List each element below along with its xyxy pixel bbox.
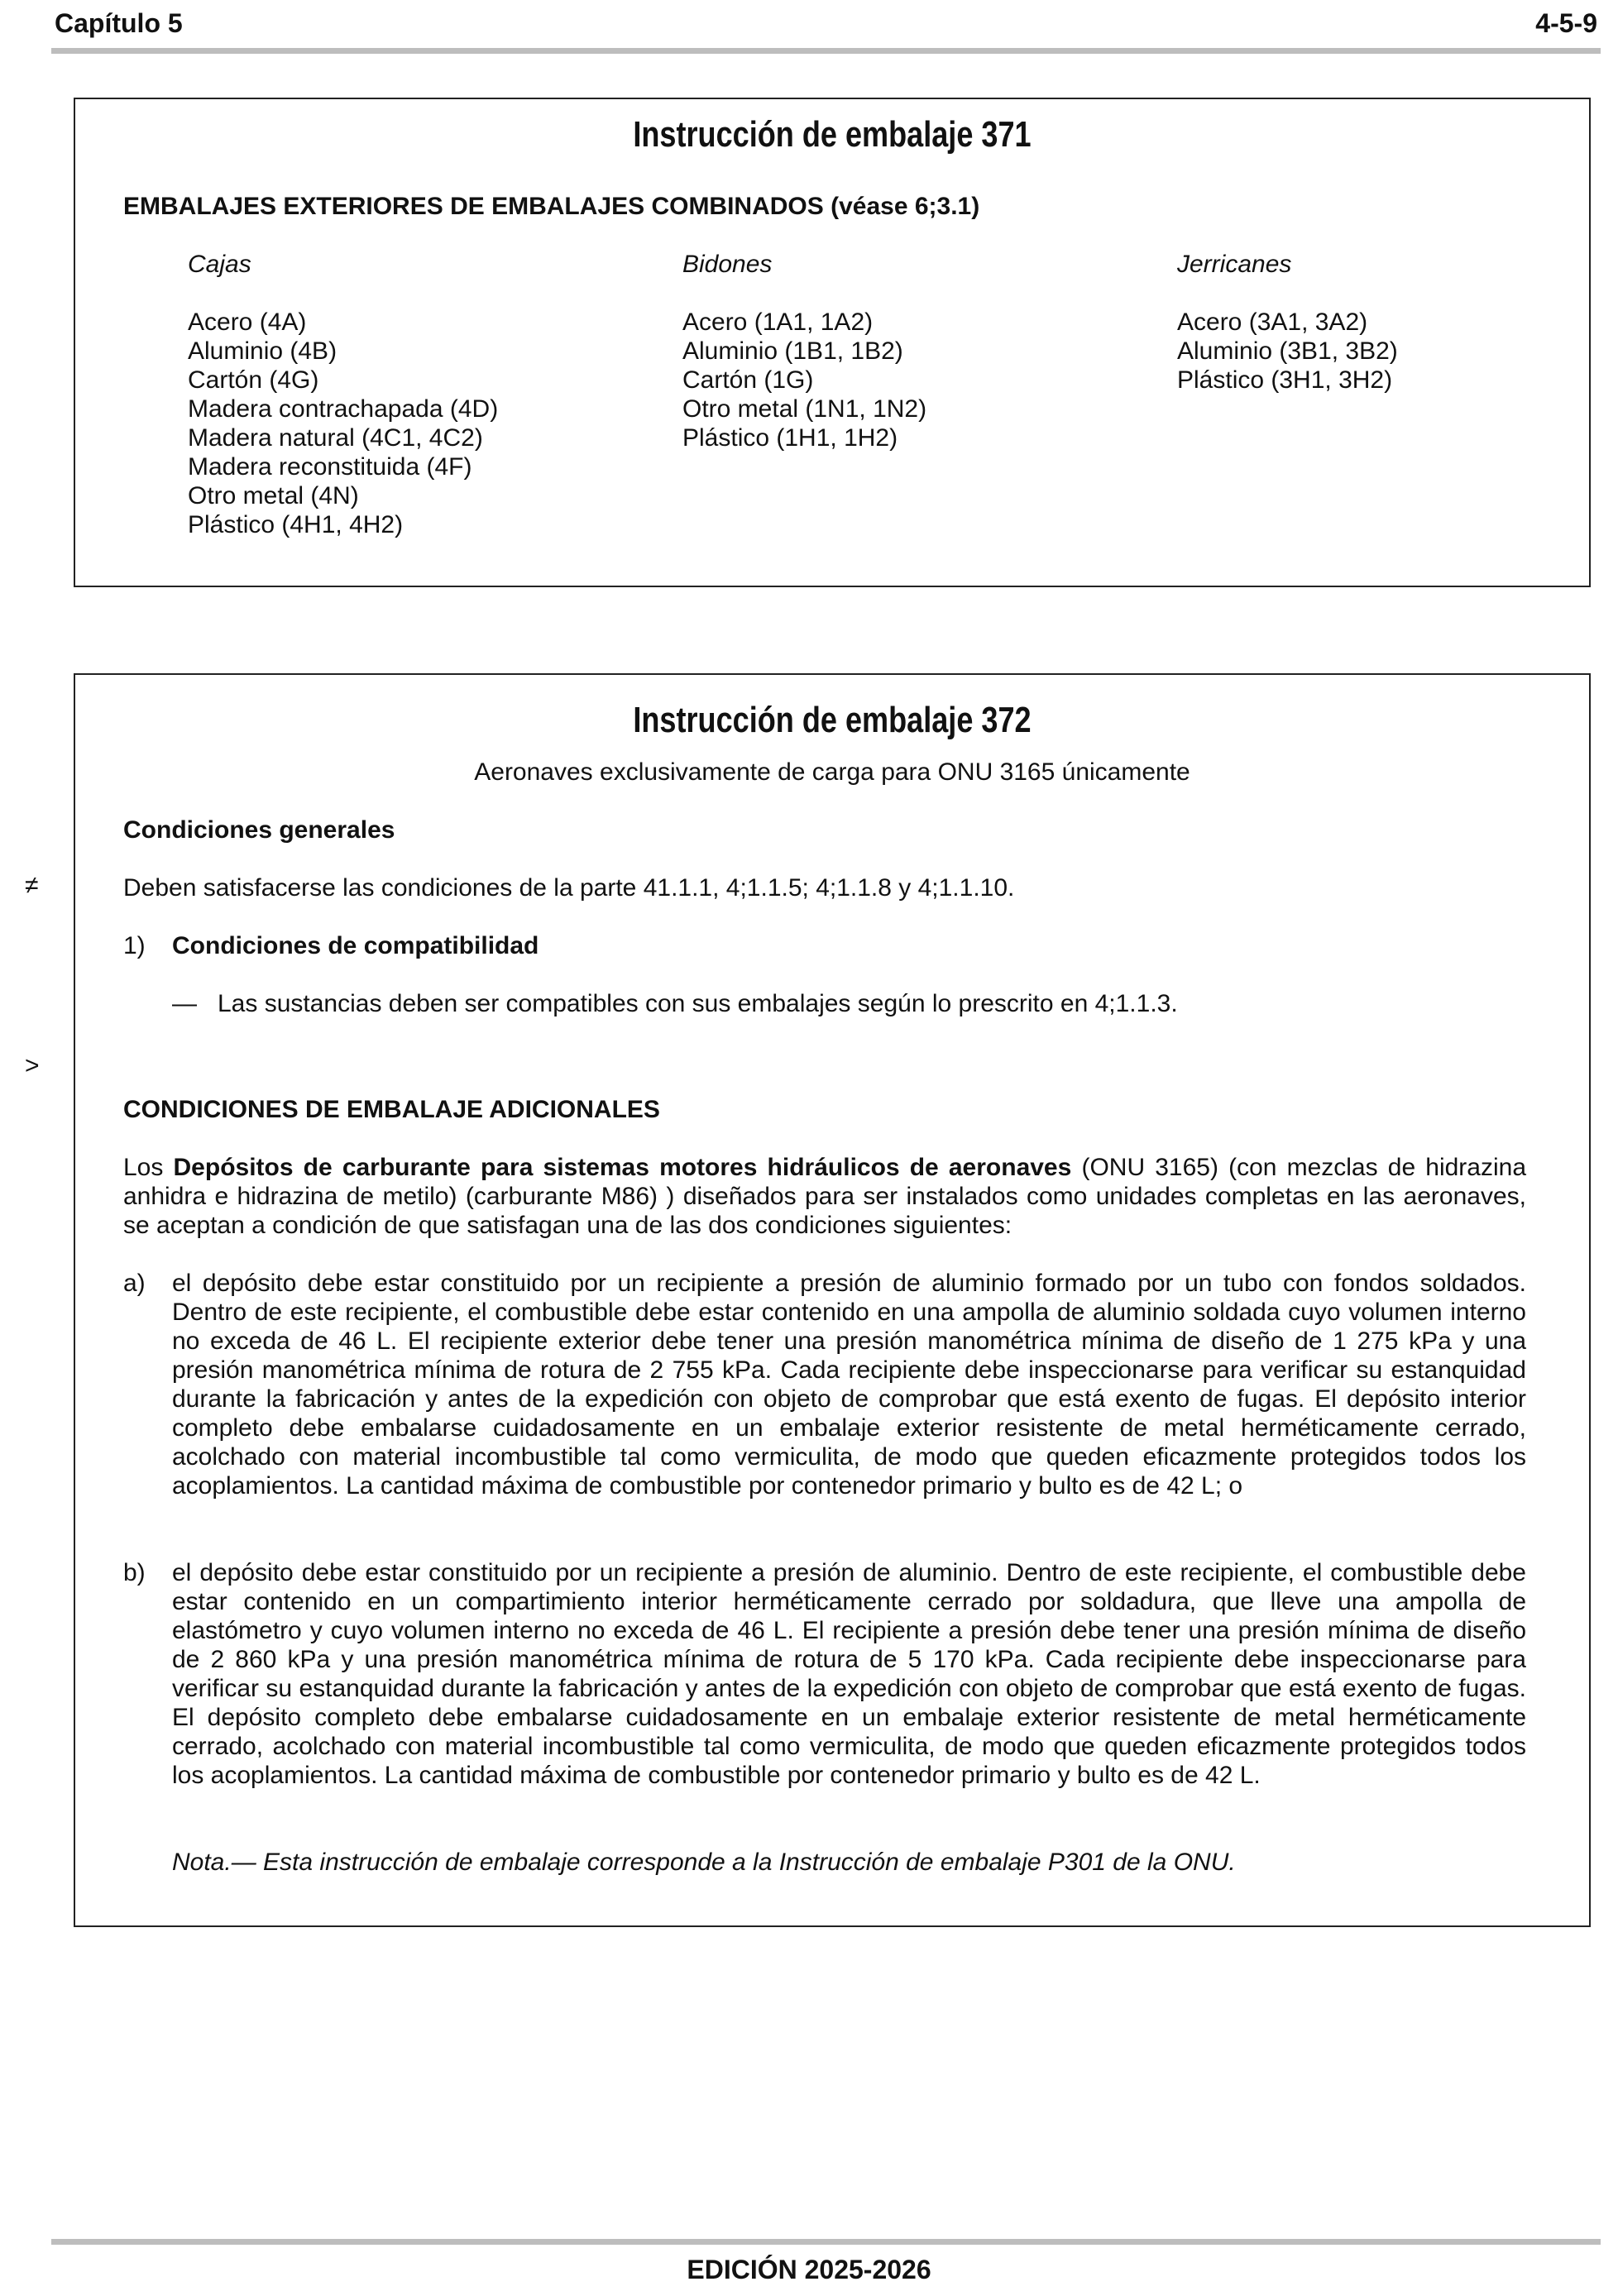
list-item: Cartón (1G) xyxy=(682,366,814,394)
item-1-heading: Condiciones de compatibilidad xyxy=(172,932,539,959)
page-number: 4-5-9 xyxy=(1535,8,1597,38)
item-b-text: el depósito debe estar constituido por un recipiente a presión de aluminio. Dentro de este recipiente, el combustible debe estar contenido en un compartimiento interior herméticamente cerrado por soldadura, que lleve una ampolla de elastómetro y cuyo volumen interno no exceda de 46 L. El recipiente a presión debe tener una presión mínima de diseño de 2 860 kPa y una presión manométrica mínima de rotura de 5 170 kPa. Cada recipiente debe inspeccionarse para verificar su estanquidad durante la fabricación y antes de la expedición con objeto de comprobar que está exento de fugas. El depósito completo debe embalarse cuidadosamente en un embalaje exterior resistente de metal herméticamente cerrado, acolchado con material incombustible tal como vermiculita, de modo que queden eficazmente protegidos todos los acoplamientos. La cantidad máxima de combustible por contenedor primario y bulto es de 42 L. xyxy=(172,1559,1526,1789)
column-cajas xyxy=(188,250,498,539)
column-header: Bidones xyxy=(682,251,773,278)
item-b-label: b) xyxy=(123,1559,146,1586)
page-header xyxy=(51,5,1601,41)
list-item: Acero (1A1, 1A2) xyxy=(682,309,874,336)
pi372-title: Instrucción de embalaje 372 xyxy=(633,700,1032,740)
column-jerricanes xyxy=(1177,250,1398,395)
column-header: Jerricanes xyxy=(1177,251,1292,278)
item-1-text: Las sustancias deben ser compatibles con sus embalajes según lo prescrito en 4;1.1.3. xyxy=(218,990,1178,1017)
item-1-dash: — xyxy=(172,990,197,1017)
item-a-label: a) xyxy=(123,1270,146,1297)
change-mark-not-equal: ≠ xyxy=(25,872,39,899)
note-text: Nota.— Esta instrucción de embalaje corresponde a la Instrucción de embalaje P301 de la ONU. xyxy=(172,1849,1236,1876)
pi372-subtitle: Aeronaves exclusivamente de carga para ONU 3165 únicamente xyxy=(474,758,1190,786)
intro-prefix: Los xyxy=(123,1154,174,1181)
header-rule xyxy=(51,48,1601,54)
pi371-title: Instrucción de embalaje 371 xyxy=(633,114,1032,155)
list-item: Acero (3A1, 3A2) xyxy=(1177,309,1368,336)
list-item: Madera natural (4C1, 4C2) xyxy=(188,424,483,452)
edition-footer: EDICIÓN 2025-2026 xyxy=(687,2255,931,2284)
list-item: Madera contrachapada (4D) xyxy=(188,395,499,423)
chapter-label: Capítulo 5 xyxy=(55,8,183,38)
additional-conditions-heading: CONDICIONES DE EMBALAJE ADICIONALES xyxy=(123,1096,660,1123)
pi371-heading: EMBALAJES EXTERIORES DE EMBALAJES COMBINADOS (véase 6;3.1) xyxy=(123,193,980,220)
list-item: Aluminio (4B) xyxy=(188,337,337,365)
footer-rule xyxy=(51,2239,1601,2245)
item-a-text: el depósito debe estar constituido por un recipiente a presión de aluminio formado por un tubo con fondos soldados. Dentro de este recipiente, el combustible debe estar contenido en una ampolla de aluminio soldada cuyo volumen interno no exceda de 46 L. El recipiente exterior debe tener una presión manométrica mínima de diseño de 1 275 kPa y una presión manométrica mínima de rotura de 2 755 kPa. Cada recipiente debe inspeccionarse para verificar su estanquidad durante la fabricación y antes de la expedición con objeto de comprobar que está exento de fugas. El depósito interior completo debe embalarse cuidadosamente en un embalaje exterior resistente de metal herméticamente cerrado, acolchado con material incombustible tal como vermiculita, de modo que queden eficazmente protegidos todos los acoplamientos. La cantidad máxima de combustible por contenedor primario y bulto es de 42 L; o xyxy=(172,1270,1526,1500)
list-item: Aluminio (1B1, 1B2) xyxy=(682,337,903,365)
change-mark-greater: > xyxy=(25,1052,40,1079)
list-item: Plástico (4H1, 4H2) xyxy=(188,511,404,538)
list-item: Otro metal (1N1, 1N2) xyxy=(682,395,927,423)
list-item: Aluminio (3B1, 3B2) xyxy=(1177,337,1398,365)
packing-instruction-371 xyxy=(74,98,1591,587)
intro-rest: (ONU 3165) (con mezclas de hidrazina anhidra e hidrazina de metilo) (carburante M86) ) diseñados para ser instalados como unidades completas en las aeronaves, se aceptan a condición de que satisfagan una de las dos condiciones siguientes: xyxy=(123,1154,1527,1239)
packing-instruction-372 xyxy=(74,673,1591,1927)
list-item: Plástico (3H1, 3H2) xyxy=(1177,366,1393,394)
column-bidones xyxy=(682,250,926,452)
list-item: Cartón (4G) xyxy=(188,366,319,394)
item-1-number: 1) xyxy=(123,932,146,959)
list-item: Madera reconstituida (4F) xyxy=(188,453,472,481)
list-item: Acero (4A) xyxy=(188,309,307,336)
general-conditions-text: Deben satisfacerse las condiciones de la parte 41.1.1, 4;1.1.5; 4;1.1.8 y 4;1.1.10. xyxy=(123,874,1015,902)
list-item: Plástico (1H1, 1H2) xyxy=(682,424,898,452)
column-header: Cajas xyxy=(188,251,251,278)
general-conditions-heading: Condiciones generales xyxy=(123,816,395,844)
intro-bold: Depósitos de carburante para sistemas motores hidráulicos de aeronaves xyxy=(173,1154,1072,1181)
intro-paragraph xyxy=(123,1153,1526,1240)
list-item: Otro metal (4N) xyxy=(188,482,359,509)
